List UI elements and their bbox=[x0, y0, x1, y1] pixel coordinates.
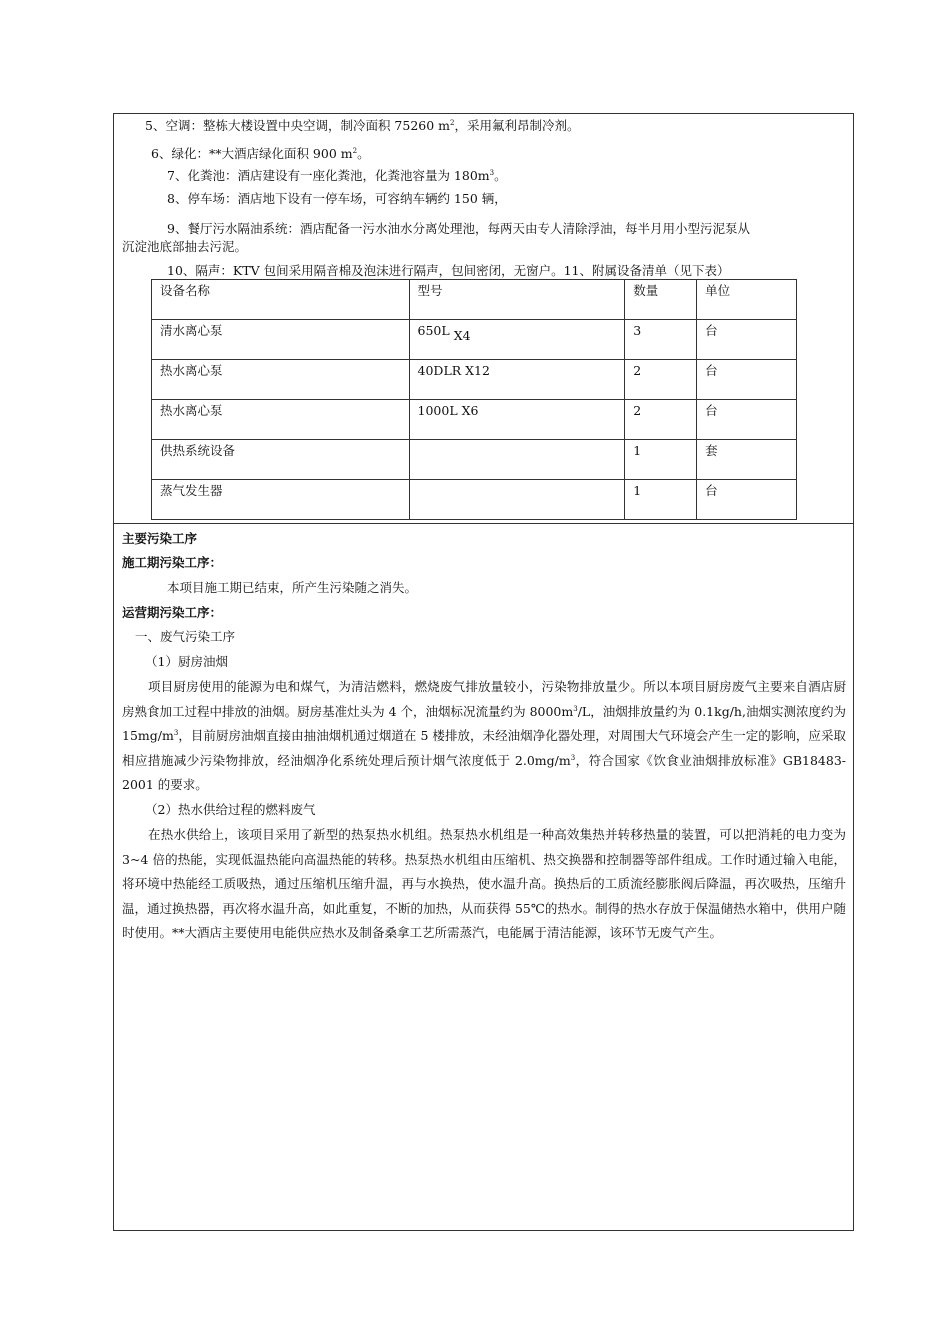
table-row bbox=[152, 440, 797, 480]
cell-name: 热水离心泵 bbox=[152, 360, 410, 400]
cell-name: 热水离心泵 bbox=[152, 400, 410, 440]
table-header-row bbox=[152, 280, 797, 320]
cell-name: 清水离心泵 bbox=[152, 320, 410, 360]
cell-qty: 2 bbox=[625, 400, 697, 440]
cell-name: 蒸气发生器 bbox=[152, 480, 410, 520]
cell-unit: 台 bbox=[697, 360, 797, 400]
item-greening: 6、绿化：**大酒店绿化面积 900 $m^2$。 bbox=[151, 146, 370, 161]
construction-heading: 施工期污染工序： bbox=[122, 555, 223, 570]
cell-model: 650L X4 bbox=[409, 320, 625, 360]
sub-kitchen-fumes: （1）厨房油烟 bbox=[145, 654, 228, 669]
kitchen-fumes-paragraph: 项目厨房使用的能源为电和煤气，为清洁燃料，燃烧废气排放量较小，污染物排放量少。所以本项目厨房废气主要来自酒店厨房熟食加工过程中排放的油烟。厨房基准灶头为 4 个，油烟标况流量约为 $8000m^3/L$，油烟排放量约为 0.1kg/h,油烟实测浓度约为 $15mg/m^3$，目前厨房油烟直接由抽油烟机通过烟道在 5 楼排放，未经油烟净化器处理，对周围大气环境会产生一定的影响，应采取相应措施减少污染物排放，经油烟净化系统处理后预计烟气浓度低于 $2.0mg/m^3$，符合国家《饮食业油烟排放标准》GB18483-2001 的要求。 bbox=[122, 679, 846, 792]
cell-qty: 1 bbox=[625, 440, 697, 480]
item-air-conditioning: 5、空调：整栋大楼设置中央空调，制冷面积 75260 $m^2$，采用氟利昂制冷剂。 bbox=[145, 118, 580, 133]
cell-model bbox=[409, 480, 625, 520]
cell-model: 40DLR X12 bbox=[409, 360, 625, 400]
item-sound-insulation: 10、隔声：KTV 包间采用隔音棉及泡沫进行隔声，包间密闭，无窗户。11、附属设备清单（见下表） bbox=[167, 263, 730, 278]
hot-water-paragraph: 在热水供给上，该项目采用了新型的热泵热水机组。热泵热水机组是一种高效集热并转移热量的装置，可以把消耗的电力变为 3~4 倍的热能，实现低温热能向高温热能的转移。热泵热水机组由压缩机、热交换器和控制器等部件组成。工作时通过输入电能，将环境中热能经工质吸热，通过压缩机压缩升温，再与水换热，使水温升高。换热后的工质流经膨胀阀后降温，再次吸热，压缩升温，通过换热器，再次将水温升高，如此重复，不断的加热，从而获得 55℃的热水。制得的热水存放于保温储热水箱中，供用户随时使用。**大酒店主要使用电能供应热水及制备桑拿工艺所需蒸汽，电能属于清洁能源，该环节无废气产生。 bbox=[122, 827, 846, 940]
section-divider bbox=[113, 523, 854, 524]
item-parking: 8、停车场：酒店地下设有一停车场，可容纳车辆约 150 辆， bbox=[167, 191, 507, 206]
table-row bbox=[152, 360, 797, 400]
cell-unit: 台 bbox=[697, 320, 797, 360]
table-row bbox=[152, 480, 797, 520]
header-unit: 单位 bbox=[697, 280, 797, 320]
cell-name: 供热系统设备 bbox=[152, 440, 410, 480]
cell-model: 1000L X6 bbox=[409, 400, 625, 440]
cell-unit: 台 bbox=[697, 400, 797, 440]
table-row bbox=[152, 400, 797, 440]
item-septic-tank: 7、化粪池：酒店建设有一座化粪池，化粪池容量为 $180m^3$。 bbox=[167, 168, 507, 183]
cell-qty: 1 bbox=[625, 480, 697, 520]
item-grease-trap-line1: 9、餐厅污水隔油系统：酒店配备一污水油水分离处理池，每两天由专人清除浮油，每半月用小型污泥泵从 bbox=[167, 221, 750, 236]
operation-heading: 运营期污染工序： bbox=[122, 605, 223, 620]
section-exhaust-gas: 一、废气污染工序 bbox=[135, 629, 236, 644]
cell-unit: 台 bbox=[697, 480, 797, 520]
header-model: 型号 bbox=[409, 280, 625, 320]
cell-model bbox=[409, 440, 625, 480]
sub-hot-water-exhaust: （2）热水供给过程的燃料废气 bbox=[145, 802, 316, 817]
cell-qty: 3 bbox=[625, 320, 697, 360]
pollution-heading: 主要污染工序 bbox=[122, 531, 198, 546]
construction-text: 本项目施工期已结束，所产生污染随之消失。 bbox=[167, 580, 418, 595]
cell-unit: 套 bbox=[697, 440, 797, 480]
equipment-table bbox=[151, 279, 797, 520]
header-name: 设备名称 bbox=[152, 280, 410, 320]
table-row bbox=[152, 320, 797, 360]
cell-qty: 2 bbox=[625, 360, 697, 400]
header-qty: 数量 bbox=[625, 280, 697, 320]
item-grease-trap-line2: 沉淀池底部抽去污泥。 bbox=[122, 239, 248, 254]
